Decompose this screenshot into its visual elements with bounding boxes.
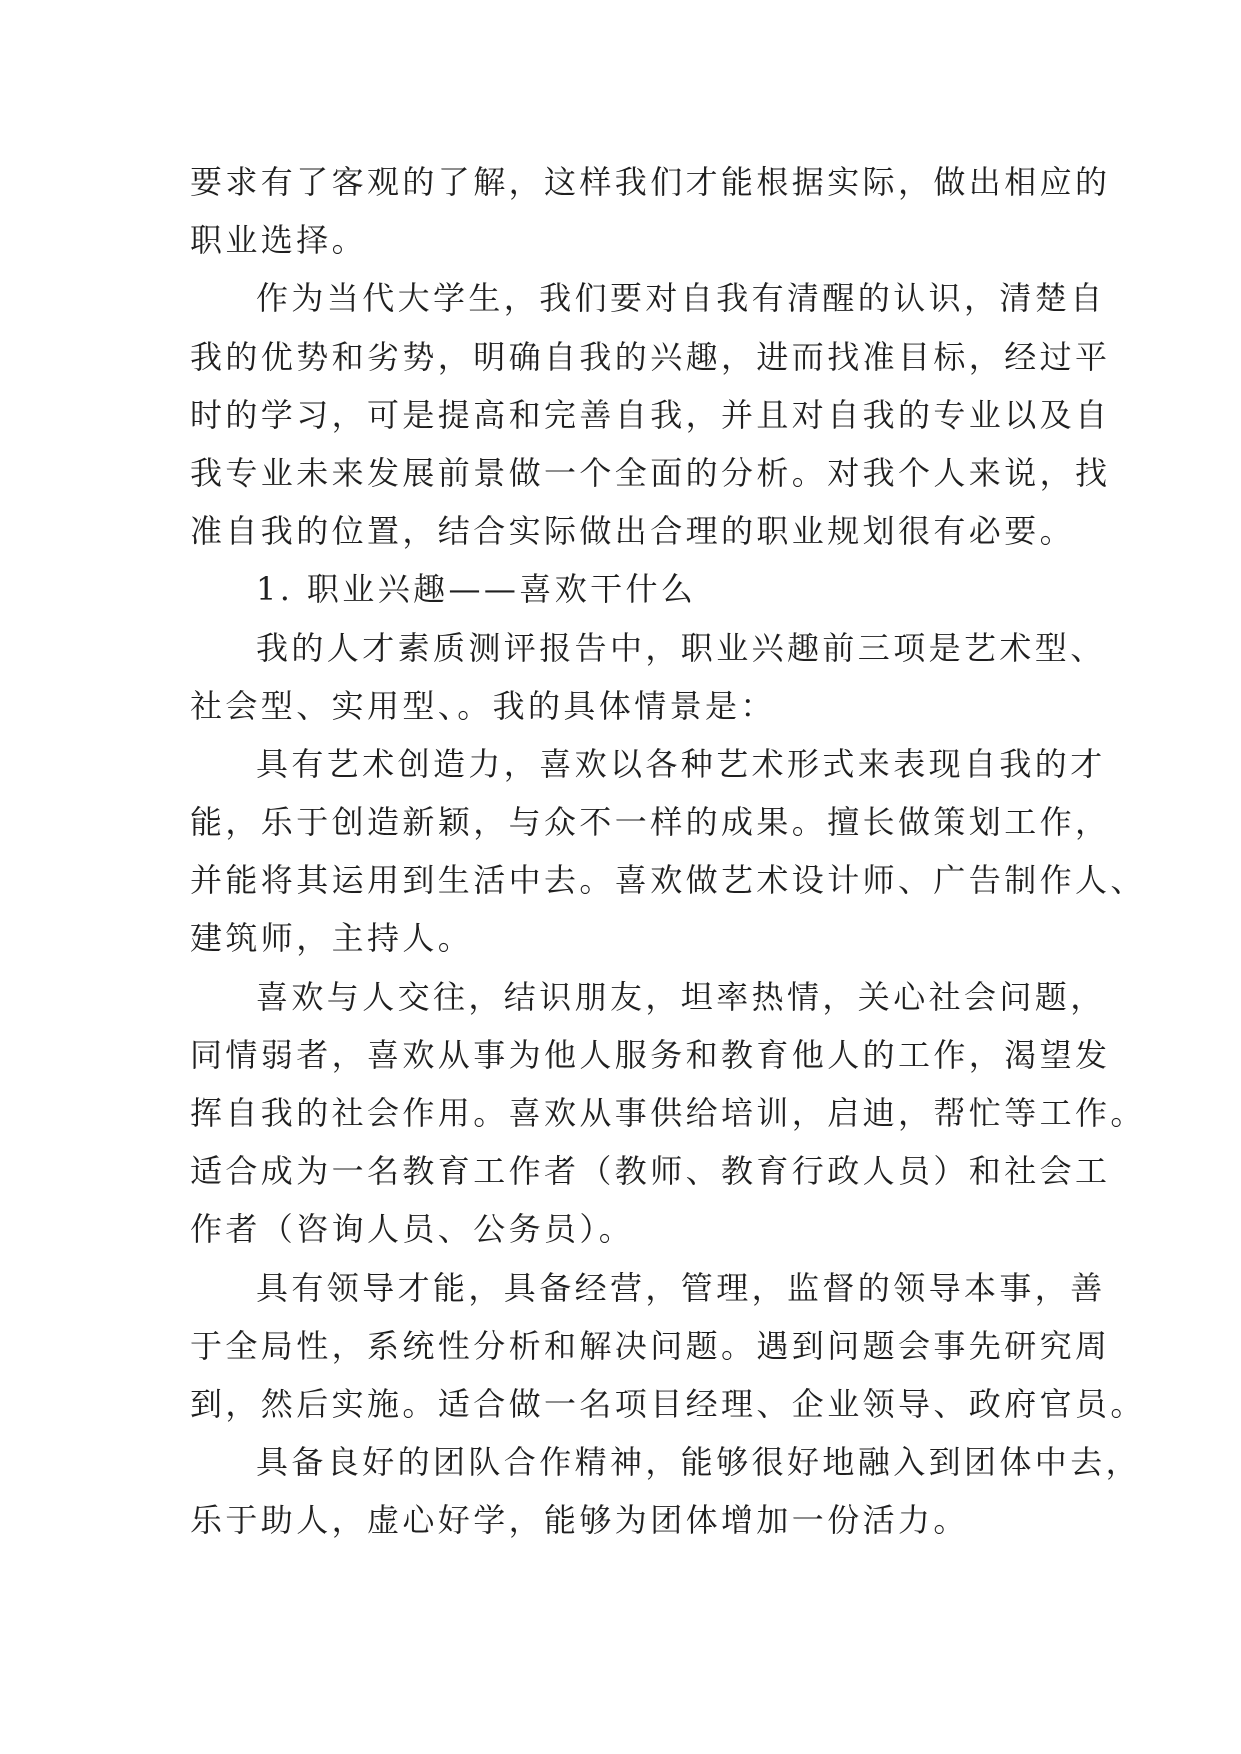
text-line: 同情弱者，喜欢从事为他人服务和教育他人的工作，渴望发 xyxy=(190,1035,1111,1074)
text-line: 我的人才素质测评报告中，职业兴趣前三项是艺术型、 xyxy=(256,628,1106,667)
text-line: 喜欢与人交往，结识朋友，坦率热情，关心社会问题， xyxy=(256,977,1106,1016)
text-line: 作为当代大学生，我们要对自我有清醒的认识，清楚自 xyxy=(256,279,1106,318)
text-line: 挥自我的社会作用。喜欢从事供给培训，启迪，帮忙等工作。 xyxy=(190,1094,1146,1132)
section-heading: 1. 职业兴趣——喜欢干什么 xyxy=(256,570,697,609)
text-line: 职业选择。 xyxy=(190,221,368,260)
text-line: 具有领导才能，具备经营，管理，监督的领导本事，善 xyxy=(256,1268,1106,1307)
text-line: 到，然后实施。适合做一名项目经理、企业领导、政府官员。 xyxy=(190,1384,1146,1423)
text-line: 并能将其运用到生活中去。喜欢做艺术设计师、广告制作人、 xyxy=(190,861,1146,900)
text-line: 我的优势和劣势，明确自我的兴趣，进而找准目标，经过平 xyxy=(190,337,1111,376)
text-line: 适合成为一名教育工作者（教师、教育行政人员）和社会工 xyxy=(190,1152,1111,1191)
text-line: 具有艺术创造力，喜欢以各种艺术形式来表现自我的才 xyxy=(256,744,1106,783)
text-line: 准自我的位置，结合实际做出合理的职业规划很有必要。 xyxy=(190,512,1076,551)
body-text xyxy=(190,153,1146,1550)
text-line: 能，乐于创造新颖，与众不一样的成果。擅长做策划工作， xyxy=(190,803,1111,842)
text-line: 建筑师，主持人。 xyxy=(190,919,474,958)
text-line: 乐于助人，虚心好学，能够为团体增加一份活力。 xyxy=(190,1501,969,1540)
text-line: 社会型、实用型、。我的具体情景是： xyxy=(190,686,776,725)
text-line: 作者（咨询人员、公务员）。 xyxy=(190,1210,635,1249)
text-line: 具备良好的团队合作精神，能够很好地融入到团体中去， xyxy=(256,1443,1142,1482)
text-line: 时的学习，可是提高和完善自我，并且对自我的专业以及自 xyxy=(190,395,1111,434)
text-line: 我专业未来发展前景做一个全面的分析。对我个人来说，找 xyxy=(190,453,1111,492)
text-line: 于全局性，系统性分析和解决问题。遇到问题会事先研究周 xyxy=(190,1326,1111,1365)
text-line: 要求有了客观的了解，这样我们才能根据实际，做出相应的 xyxy=(190,163,1111,201)
